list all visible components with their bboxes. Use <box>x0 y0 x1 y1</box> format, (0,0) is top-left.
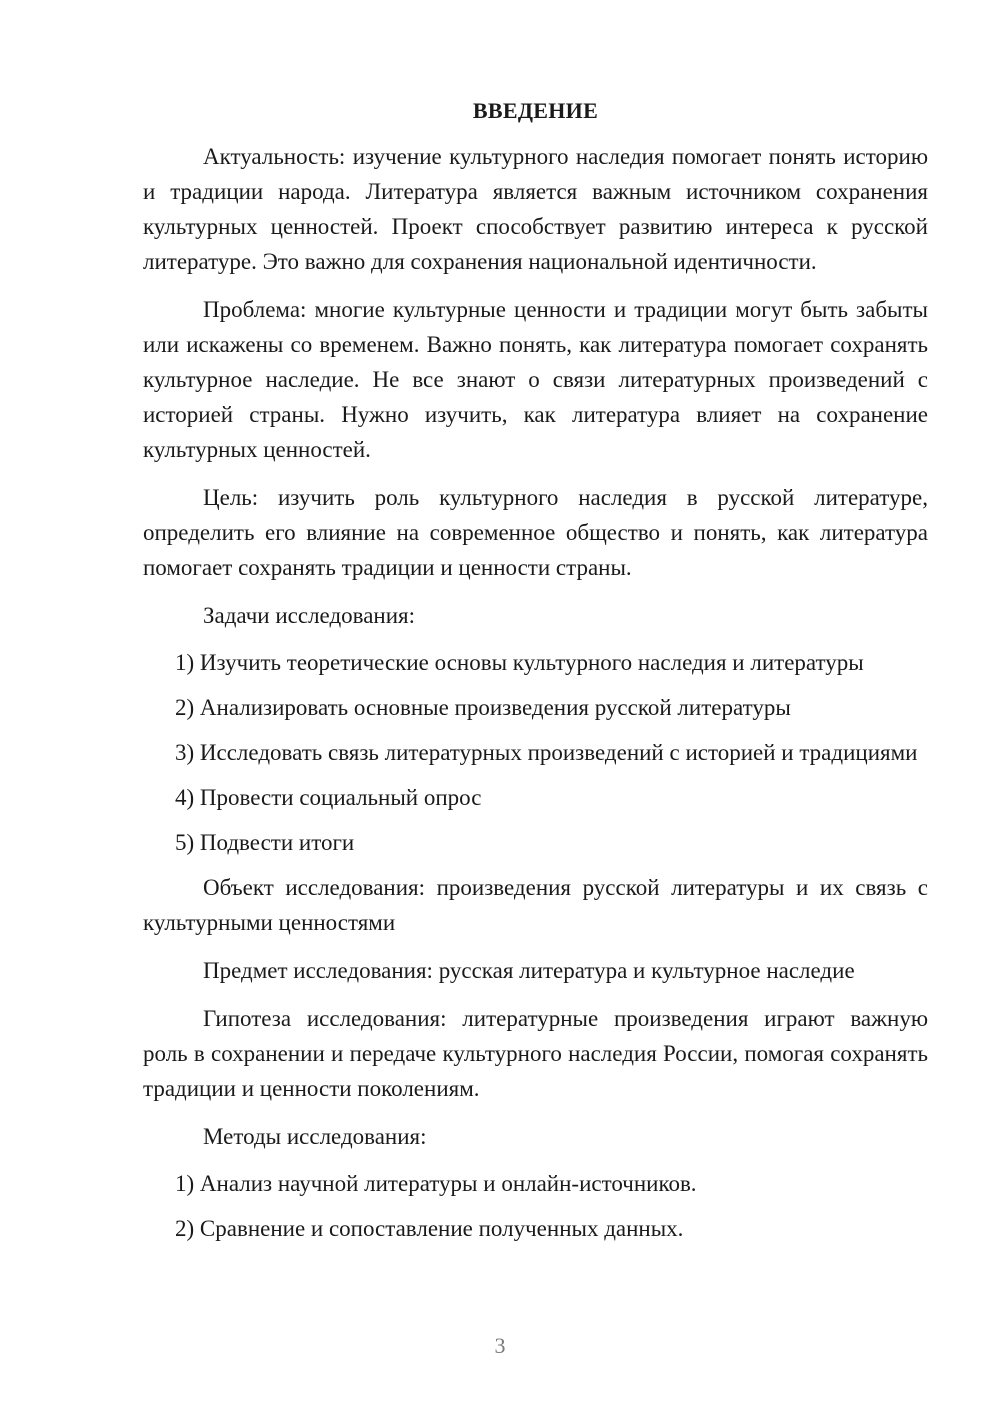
hypothesis-paragraph: Гипотеза исследования: литературные произведения играют важную роль в сохранении и передаче культурного наследия России, помогая сохранять традиции и ценности поколениям. <box>143 1006 928 1101</box>
problem-paragraph: Проблема: многие культурные ценности и традиции могут быть забыты или искажены со временем. Важно понять, как литература помогает сохранять культурное наследие. Не все знают о связи литературных произведений с историей страны. Нужно изучить, как литература влияет на сохранение культурных ценностей. <box>143 297 928 462</box>
object-paragraph: Объект исследования: произведения русской литературы и их связь с культурными ценностями <box>143 875 928 935</box>
task-item: 2) Анализировать основные произведения русской литературы <box>175 695 791 720</box>
method-item: 1) Анализ научной литературы и онлайн-источников. <box>175 1171 697 1196</box>
subject-paragraph: Предмет исследования: русская литература и культурное наследие <box>203 958 855 983</box>
task-item: 5) Подвести итоги <box>175 830 355 855</box>
method-item: 2) Сравнение и сопоставление полученных данных. <box>175 1216 684 1241</box>
tasks-heading: Задачи исследования: <box>203 603 416 628</box>
page-number: 3 <box>494 1333 506 1358</box>
section-title: ВВЕДЕНИЕ <box>472 98 599 123</box>
task-item: 4) Провести социальный опрос <box>175 785 482 810</box>
methods-list <box>143 1166 928 1246</box>
methods-heading: Методы исследования: <box>203 1124 427 1149</box>
task-item: 3) Исследовать связь литературных произведений с историей и традициями <box>175 740 918 765</box>
page-content <box>143 96 928 1256</box>
relevance-paragraph: Актуальность: изучение культурного наследия помогает понять историю и традиции народа. Литература является важным источником сохранения культурных ценностей. Проект способствует развитию интереса к русской литературе. Это важно для сохранения национальной идентичности. <box>143 144 928 274</box>
task-item: 1) Изучить теоретические основы культурного наследия и литературы <box>175 650 864 675</box>
tasks-list <box>143 645 928 860</box>
goal-paragraph: Цель: изучить роль культурного наследия в русской литературе, определить его влияние на современное общество и понять, как литература помогает сохранять традиции и ценности страны. <box>143 485 928 580</box>
